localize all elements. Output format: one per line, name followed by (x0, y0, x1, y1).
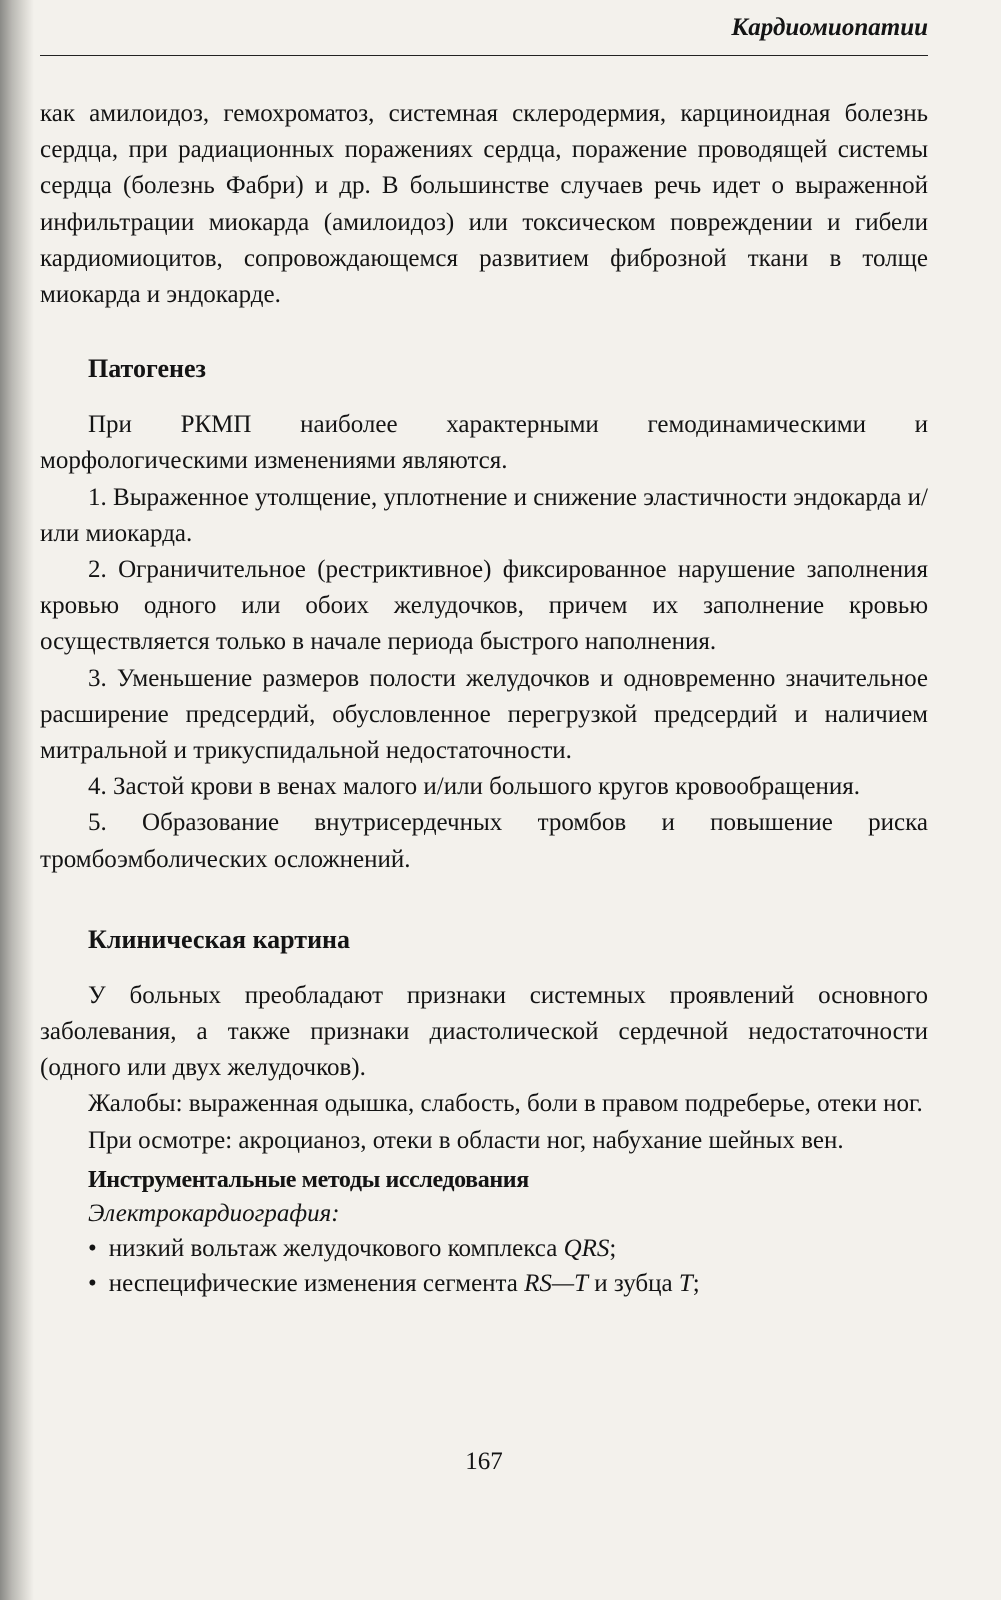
ecg-list (40, 1231, 928, 1301)
complaints-paragraph: Жалобы: выраженная одышка, слабость, боли в правом подреберье, отеки ног. (88, 1090, 923, 1118)
examination-paragraph: При осмотре: акроцианоз, отеки в области ног, набухание шейных вен. (88, 1126, 844, 1154)
clinical-paragraph: У больных преобладают признаки системных проявлений основного заболевания, а также признаки диастолической сердечной недостаточности (одного или двух желудочков). (40, 981, 928, 1082)
book-spine-shadow (0, 0, 34, 1600)
book-page (40, 0, 928, 1600)
ecg-list-item: • неспецифические изменения сегмента RS—T и зубца T; (88, 1266, 928, 1301)
page-body (40, 96, 928, 1301)
instrumental-methods-heading: Инструментальные методы исследования (88, 1166, 529, 1193)
pathogenesis-item: 1. Выраженное утолщение, уплотнение и снижение эластичности эндокарда и/или миокарда. (40, 483, 928, 547)
clinical-heading: Клиническая картина (88, 924, 351, 954)
pathogenesis-item: 3. Уменьшение размеров полости желудочков и одновременно значительное расширение предсердий, обусловленное перегрузкой предсердий и наличием митральной и трикуспидальной недостаточности. (40, 664, 928, 765)
pathogenesis-heading: Патогенез (88, 354, 206, 384)
header-rule (40, 55, 928, 56)
running-header: Кардиомиопатии (731, 14, 928, 41)
pathogenesis-item: 4. Застой крови в венах малого и/или большого кругов кровообращения. (88, 773, 861, 801)
pathogenesis-item: 5. Образование внутрисердечных тромбов и повышение риска тромбоэмболических осложнений. (40, 809, 928, 873)
pathogenesis-item: 2. Ограничительное (рестриктивное) фиксированное нарушение заполнения кровью одного или обоих желудочков, причем их заполнение кровью осуществляется только в начале периода быстрого наполнения. (40, 556, 928, 656)
ecg-heading: Электрокардиография: (88, 1199, 340, 1227)
pathogenesis-lead: При РКМП наиболее характерными гемодинамическими и морфологическими изменениями являются. (40, 411, 928, 475)
intro-paragraph: как амилоидоз, гемохроматоз, системная склеродермия, карциноидная болезнь сердца, при радиационных поражениях сердца, поражение проводящей системы сердца (болезнь Фабри) и др. В большинстве случаев речь идет о выраженной инфильтрации миокарда (амилоидоз) или токсическом повреждении и гибели кардиомиоцитов, сопровождающемся развитием фиброзной ткани в толще миокарда и эндокарде. (40, 100, 928, 309)
ecg-list-item: • низкий вольтаж желудочкового комплекса QRS; (88, 1231, 928, 1266)
page-number: 167 (465, 1448, 503, 1475)
